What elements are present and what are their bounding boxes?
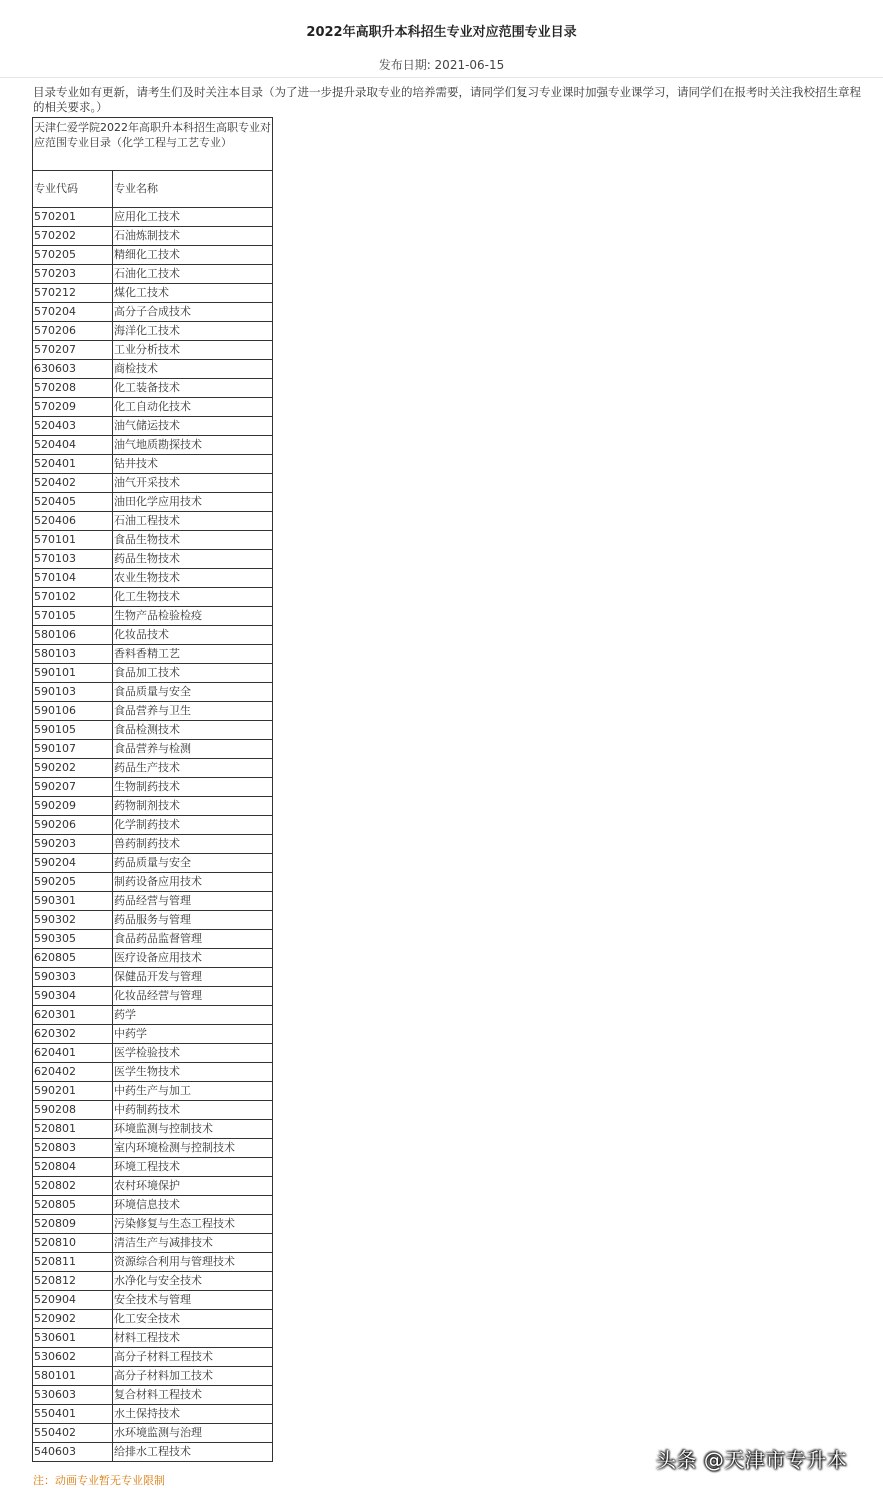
major-code-cell: 590203	[33, 835, 113, 854]
major-code-cell: 570202	[33, 227, 113, 246]
table-row	[33, 1291, 273, 1310]
major-code-cell: 630603	[33, 360, 113, 379]
major-name-cell: 药品服务与管理	[113, 911, 273, 930]
major-name-cell: 食品加工技术	[113, 664, 273, 683]
major-code-cell: 590103	[33, 683, 113, 702]
major-name-cell: 水净化与安全技术	[113, 1272, 273, 1291]
table-row	[33, 1006, 273, 1025]
major-code-cell: 520804	[33, 1158, 113, 1177]
major-code-cell: 520406	[33, 512, 113, 531]
major-name-cell: 高分子材料工程技术	[113, 1348, 273, 1367]
major-code-cell: 590101	[33, 664, 113, 683]
major-name-cell: 化工生物技术	[113, 588, 273, 607]
major-code-cell: 530602	[33, 1348, 113, 1367]
major-name-cell: 精细化工技术	[113, 246, 273, 265]
table-row	[33, 1082, 273, 1101]
table-row	[33, 778, 273, 797]
table-row	[33, 341, 273, 360]
major-name-cell: 医学检验技术	[113, 1044, 273, 1063]
table-row	[33, 455, 273, 474]
table-row	[33, 1101, 273, 1120]
major-name-cell: 化妆品经营与管理	[113, 987, 273, 1006]
major-code-cell: 580103	[33, 645, 113, 664]
major-name-cell: 制药设备应用技术	[113, 873, 273, 892]
table-row	[33, 1025, 273, 1044]
major-name-cell: 药品生产技术	[113, 759, 273, 778]
table-row	[33, 683, 273, 702]
major-name-cell: 高分子合成技术	[113, 303, 273, 322]
major-code-cell: 570205	[33, 246, 113, 265]
table-row	[33, 626, 273, 645]
table-row	[33, 1310, 273, 1329]
major-code-cell: 520809	[33, 1215, 113, 1234]
table-row	[33, 1196, 273, 1215]
major-code-cell: 570104	[33, 569, 113, 588]
major-name-cell: 高分子材料加工技术	[113, 1367, 273, 1386]
major-code-cell: 590302	[33, 911, 113, 930]
major-code-cell: 520803	[33, 1139, 113, 1158]
table-row	[33, 550, 273, 569]
major-name-cell: 油田化学应用技术	[113, 493, 273, 512]
major-code-cell: 570103	[33, 550, 113, 569]
major-name-cell: 香料香精工艺	[113, 645, 273, 664]
major-name-cell: 化工装备技术	[113, 379, 273, 398]
table-row	[33, 246, 273, 265]
major-name-cell: 农村环境保护	[113, 1177, 273, 1196]
table-row	[33, 379, 273, 398]
major-name-cell: 中药学	[113, 1025, 273, 1044]
major-code-cell: 520902	[33, 1310, 113, 1329]
major-code-cell: 590304	[33, 987, 113, 1006]
major-code-cell: 520401	[33, 455, 113, 474]
table-row	[33, 474, 273, 493]
table-row	[33, 1177, 273, 1196]
major-name-cell: 药学	[113, 1006, 273, 1025]
major-code-cell: 620805	[33, 949, 113, 968]
table-row	[33, 493, 273, 512]
table-row	[33, 531, 273, 550]
major-name-cell: 水土保持技术	[113, 1405, 273, 1424]
major-code-cell: 580101	[33, 1367, 113, 1386]
major-name-cell: 药物制剂技术	[113, 797, 273, 816]
major-name-cell: 安全技术与管理	[113, 1291, 273, 1310]
major-code-cell: 550401	[33, 1405, 113, 1424]
table-row	[33, 1272, 273, 1291]
table-row	[33, 322, 273, 341]
major-code-cell: 570105	[33, 607, 113, 626]
table-row	[33, 1424, 273, 1443]
major-name-cell: 水环境监测与治理	[113, 1424, 273, 1443]
major-name-cell: 油气开采技术	[113, 474, 273, 493]
major-name-cell: 药品经营与管理	[113, 892, 273, 911]
major-code-cell: 570207	[33, 341, 113, 360]
table-row	[33, 303, 273, 322]
table-row	[33, 1386, 273, 1405]
major-name-cell: 海洋化工技术	[113, 322, 273, 341]
table-row	[33, 1215, 273, 1234]
major-code-cell: 520402	[33, 474, 113, 493]
major-code-cell: 620302	[33, 1025, 113, 1044]
table-row	[33, 721, 273, 740]
major-code-cell: 520403	[33, 417, 113, 436]
major-name-cell: 油气储运技术	[113, 417, 273, 436]
major-code-cell: 570209	[33, 398, 113, 417]
major-name-cell: 医学生物技术	[113, 1063, 273, 1082]
table-row	[33, 1044, 273, 1063]
table-row	[33, 265, 273, 284]
major-code-cell: 620401	[33, 1044, 113, 1063]
notice-paragraph: 目录专业如有更新，请考生们及时关注本目录（为了进一步提升录取专业的培养需要，请同学们复习专业课时加强专业课学习，请同学们在报考时关注我校招生章程的相关要求。）	[33, 85, 861, 114]
major-name-cell: 环境监测与控制技术	[113, 1120, 273, 1139]
publish-date: 发布日期: 2021-06-15	[378, 58, 505, 72]
table-row	[33, 417, 273, 436]
major-code-cell: 570206	[33, 322, 113, 341]
table-caption: 天津仁爱学院2022年高职升本科招生高职专业对应范围专业目录（化学工程与工艺专业）	[33, 118, 273, 171]
table-row	[33, 911, 273, 930]
major-code-cell: 590205	[33, 873, 113, 892]
major-name-cell: 化妆品技术	[113, 626, 273, 645]
major-name-cell: 资源综合利用与管理技术	[113, 1253, 273, 1272]
table-row	[33, 1405, 273, 1424]
table-caption-row	[33, 118, 273, 171]
major-name-cell: 农业生物技术	[113, 569, 273, 588]
major-name-cell: 石油化工技术	[113, 265, 273, 284]
table-row	[33, 987, 273, 1006]
major-name-cell: 煤化工技术	[113, 284, 273, 303]
major-name-cell: 药品质量与安全	[113, 854, 273, 873]
major-name-cell: 油气地质勘探技术	[113, 436, 273, 455]
table-row	[33, 512, 273, 531]
major-name-cell: 生物制药技术	[113, 778, 273, 797]
major-name-cell: 化工自动化技术	[113, 398, 273, 417]
major-code-cell: 570101	[33, 531, 113, 550]
major-code-cell: 530601	[33, 1329, 113, 1348]
major-code-cell: 520810	[33, 1234, 113, 1253]
major-name-cell: 复合材料工程技术	[113, 1386, 273, 1405]
table-row	[33, 968, 273, 987]
major-name-cell: 商检技术	[113, 360, 273, 379]
major-code-cell: 590105	[33, 721, 113, 740]
major-code-cell: 520811	[33, 1253, 113, 1272]
major-code-cell: 520405	[33, 493, 113, 512]
table-row	[33, 873, 273, 892]
major-code-cell: 530603	[33, 1386, 113, 1405]
major-code-cell: 590207	[33, 778, 113, 797]
major-code-cell: 590201	[33, 1082, 113, 1101]
major-name-cell: 食品检测技术	[113, 721, 273, 740]
major-code-cell: 570208	[33, 379, 113, 398]
major-code-cell: 590208	[33, 1101, 113, 1120]
major-code-cell: 520904	[33, 1291, 113, 1310]
major-name-cell: 环境工程技术	[113, 1158, 273, 1177]
major-name-cell: 食品生物技术	[113, 531, 273, 550]
major-code-cell: 570204	[33, 303, 113, 322]
major-name-cell: 化工安全技术	[113, 1310, 273, 1329]
table-row	[33, 1063, 273, 1082]
major-name-cell: 食品质量与安全	[113, 683, 273, 702]
table-row	[33, 436, 273, 455]
major-code-cell: 570102	[33, 588, 113, 607]
table-row	[33, 1120, 273, 1139]
major-code-cell: 590204	[33, 854, 113, 873]
major-name-cell: 食品营养与卫生	[113, 702, 273, 721]
major-name-cell: 钻井技术	[113, 455, 273, 474]
major-name-cell: 药品生物技术	[113, 550, 273, 569]
table-row	[33, 816, 273, 835]
header-divider	[0, 77, 883, 78]
page-title: 2022年高职升本科招生专业对应范围专业目录	[306, 25, 577, 40]
major-code-cell: 550402	[33, 1424, 113, 1443]
header-major-code: 专业代码	[33, 171, 113, 208]
table-row	[33, 702, 273, 721]
major-code-cell: 590206	[33, 816, 113, 835]
table-row	[33, 892, 273, 911]
major-code-cell: 620301	[33, 1006, 113, 1025]
major-name-cell: 材料工程技术	[113, 1329, 273, 1348]
table-row	[33, 284, 273, 303]
major-code-cell: 590305	[33, 930, 113, 949]
major-code-cell: 520812	[33, 1272, 113, 1291]
major-name-cell: 石油炼制技术	[113, 227, 273, 246]
table-row	[33, 1443, 273, 1462]
table-row	[33, 588, 273, 607]
header-major-name: 专业名称	[113, 171, 273, 208]
table-row	[33, 1367, 273, 1386]
major-code-cell: 520404	[33, 436, 113, 455]
footnote: 注：动画专业暂无专业限制	[33, 1474, 165, 1487]
major-code-cell: 520801	[33, 1120, 113, 1139]
table-row	[33, 1139, 273, 1158]
table-row	[33, 1234, 273, 1253]
table-row	[33, 740, 273, 759]
major-name-cell: 兽药制药技术	[113, 835, 273, 854]
table-row	[33, 360, 273, 379]
table-row	[33, 227, 273, 246]
table-header-row	[33, 171, 273, 208]
major-code-cell: 570203	[33, 265, 113, 284]
major-code-cell: 590301	[33, 892, 113, 911]
table-row	[33, 949, 273, 968]
table-row	[33, 930, 273, 949]
major-name-cell: 食品营养与检测	[113, 740, 273, 759]
table-row	[33, 664, 273, 683]
major-catalog-table	[32, 117, 273, 1462]
major-code-cell: 590303	[33, 968, 113, 987]
major-name-cell: 清洁生产与减排技术	[113, 1234, 273, 1253]
table-row	[33, 645, 273, 664]
major-name-cell: 室内环境检测与控制技术	[113, 1139, 273, 1158]
table-row	[33, 208, 273, 227]
table-row	[33, 398, 273, 417]
major-code-cell: 520802	[33, 1177, 113, 1196]
major-code-cell: 570201	[33, 208, 113, 227]
watermark: 头条 @天津市专升本	[656, 1448, 848, 1472]
major-name-cell: 污染修复与生态工程技术	[113, 1215, 273, 1234]
table-row	[33, 1329, 273, 1348]
major-code-cell: 520805	[33, 1196, 113, 1215]
major-name-cell: 工业分析技术	[113, 341, 273, 360]
major-code-cell: 540603	[33, 1443, 113, 1462]
major-name-cell: 给排水工程技术	[113, 1443, 273, 1462]
major-name-cell: 医疗设备应用技术	[113, 949, 273, 968]
major-code-cell: 590209	[33, 797, 113, 816]
table-row	[33, 1348, 273, 1367]
table-row	[33, 797, 273, 816]
major-name-cell: 应用化工技术	[113, 208, 273, 227]
major-code-cell: 570212	[33, 284, 113, 303]
major-name-cell: 食品药品监督管理	[113, 930, 273, 949]
major-name-cell: 环境信息技术	[113, 1196, 273, 1215]
major-name-cell: 石油工程技术	[113, 512, 273, 531]
table-row	[33, 607, 273, 626]
table-row	[33, 1253, 273, 1272]
table-row	[33, 835, 273, 854]
major-name-cell: 中药制药技术	[113, 1101, 273, 1120]
table-row	[33, 854, 273, 873]
major-name-cell: 保健品开发与管理	[113, 968, 273, 987]
major-name-cell: 中药生产与加工	[113, 1082, 273, 1101]
major-name-cell: 生物产品检验检疫	[113, 607, 273, 626]
major-code-cell: 620402	[33, 1063, 113, 1082]
table-row	[33, 1158, 273, 1177]
major-code-cell: 590202	[33, 759, 113, 778]
major-code-cell: 580106	[33, 626, 113, 645]
major-name-cell: 化学制药技术	[113, 816, 273, 835]
major-code-cell: 590107	[33, 740, 113, 759]
major-code-cell: 590106	[33, 702, 113, 721]
table-row	[33, 569, 273, 588]
table-row	[33, 759, 273, 778]
